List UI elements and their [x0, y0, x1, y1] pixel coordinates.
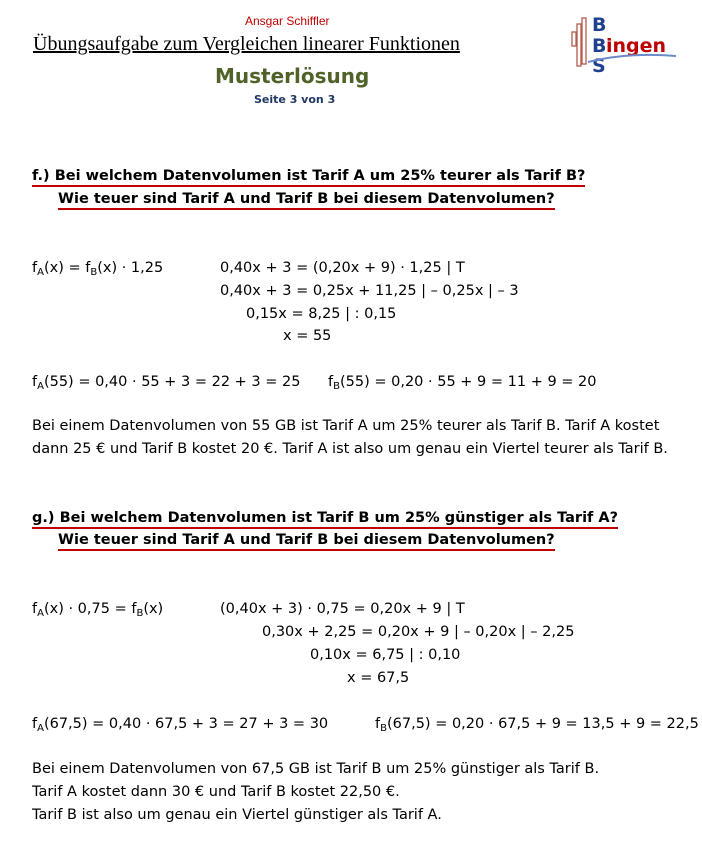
equation-g-step-3: 0,10x = 6,75 | : 0,10	[310, 647, 461, 663]
logo-bars-icon	[572, 18, 586, 66]
equation-g-lhs: $f_A(x) \cdot 0,75 = f_B(x)$	[32, 601, 164, 619]
equation-f-step-4: x = 55	[283, 328, 332, 344]
document-title: Übungsaufgabe zum Vergleichen linearer Funktionen	[33, 33, 460, 55]
calculation-g-tarif-b: $f_B(67,5) = 0,20 \cdot 67,5 + 9 = 13,5 + 9 = 22,5$	[375, 716, 699, 734]
school-logo	[568, 12, 680, 74]
logo-letter-2: B	[592, 35, 607, 57]
answer-g-line-1: Bei einem Datenvolumen von 67,5 GB ist Tarif B um 25% günstiger als Tarif B.	[32, 761, 600, 777]
equation-g-step-2: 0,30x + 2,25 = 0,20x + 9 | – 0,20x | – 2,25	[262, 624, 575, 640]
question-g-line-2: Wie teuer sind Tarif A und Tarif B bei diesem Datenvolumen?	[58, 532, 555, 548]
equation-f-lhs: $f_A(x) = f_B(x) \cdot 1,25$	[32, 260, 164, 278]
author-name: Ansgar Schiffler	[245, 14, 330, 28]
equation-g-step-4: x = 67,5	[347, 670, 410, 686]
calculation-f-tarif-b: $f_B(55) = 0,20 \cdot 55 + 9 = 11 + 9 = 20$	[328, 374, 597, 392]
calculation-g-tarif-a: $f_A(67,5) = 0,40 \cdot 67,5 + 3 = 27 + 3 = 30$	[32, 716, 329, 734]
answer-g-line-2: Tarif A kostet dann 30 € und Tarif B kostet 22,50 €.	[32, 784, 400, 800]
logo-letter-3: S	[592, 55, 606, 74]
document-subtitle: Musterlösung	[215, 64, 370, 88]
question-f-line-2: Wie teuer sind Tarif A und Tarif B bei diesem Datenvolumen?	[58, 191, 555, 207]
answer-g-line-3: Tarif B ist also um genau ein Viertel günstiger als Tarif A.	[32, 807, 442, 823]
answer-f-line-1: Bei einem Datenvolumen von 55 GB ist Tarif A um 25% teurer als Tarif B. Tarif A kostet	[32, 418, 660, 434]
logo-letter-1: B	[592, 14, 607, 36]
question-f-line-1: f.) Bei welchem Datenvolumen ist Tarif A um 25% teurer als Tarif B?	[32, 168, 585, 184]
equation-f-step-1: 0,40x + 3 = (0,20x + 9) · 1,25 | T	[220, 260, 465, 276]
page-number: Seite 3 von 3	[254, 93, 336, 106]
equation-g-step-1: (0,40x + 3) · 0,75 = 0,20x + 9 | T	[220, 601, 465, 617]
calculation-f-tarif-a: $f_A(55) = 0,40 \cdot 55 + 3 = 22 + 3 = 25$	[32, 374, 301, 392]
question-g-line-1: g.) Bei welchem Datenvolumen ist Tarif B um 25% günstiger als Tarif A?	[32, 510, 618, 526]
equation-f-step-3: 0,15x = 8,25 | : 0,15	[246, 306, 397, 322]
answer-f-line-2: dann 25 € und Tarif B kostet 20 €. Tarif A ist also um genau ein Viertel teurer als Tarif B.	[32, 441, 668, 457]
logo-word: ingen	[606, 35, 667, 57]
equation-f-step-2: 0,40x + 3 = 0,25x + 11,25 | – 0,25x | – 3	[220, 283, 519, 299]
